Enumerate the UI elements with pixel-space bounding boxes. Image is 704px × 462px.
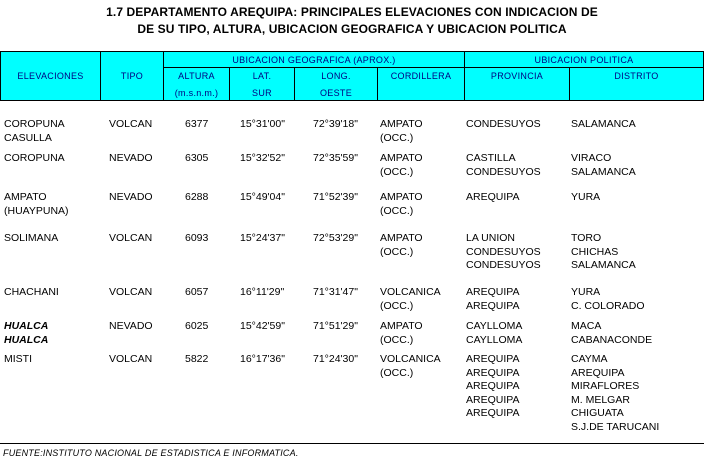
header-elevaciones-label: ELEVACIONES	[17, 71, 84, 81]
cell-altura: 6025	[185, 320, 209, 332]
header-ubicacion-politica	[464, 51, 704, 68]
cell-tipo: VOLCAN	[109, 353, 153, 365]
cell-long: 72°35'59"	[313, 152, 358, 164]
cell-tipo: VOLCAN	[109, 286, 153, 298]
title-line-1: 1.7 DEPARTAMENTO AREQUIPA: PRINCIPALES ELEVACIONES CON INDICACION DE	[106, 5, 598, 19]
cell-elevacion: COROPUNA	[4, 152, 65, 164]
cell-elevacion: AMPATO (HUAYPUNA)	[4, 191, 69, 217]
header-tipo	[100, 51, 164, 101]
cell-long: 72°53'29"	[313, 232, 358, 244]
header-long-label: LONG.	[321, 71, 351, 81]
cell-long: 71°52'39"	[313, 191, 358, 203]
cell-altura: 6288	[185, 191, 209, 203]
cell-cordillera: AMPATO (OCC.)	[380, 152, 423, 178]
cell-elevacion: CHACHANI	[4, 286, 59, 298]
cell-elevacion: HUALCA HUALCA	[4, 320, 49, 346]
header-provincia-label: PROVINCIA	[490, 71, 544, 81]
cell-tipo: VOLCAN	[109, 118, 153, 130]
header-elevaciones	[0, 51, 101, 101]
cell-lat: 15°32'52"	[240, 152, 285, 164]
header-lat-label: LAT.	[252, 71, 272, 81]
cell-cordillera: VOLCANICA (OCC.)	[380, 353, 441, 379]
header-cordillera	[377, 67, 465, 101]
cell-provincia: AREQUIPA AREQUIPA AREQUIPA AREQUIPA AREQUIPA	[466, 353, 520, 419]
cell-cordillera: AMPATO (OCC.)	[380, 191, 423, 217]
cell-distrito: TORO CHICHAS SALAMANCA	[571, 232, 636, 271]
footer-rule	[0, 443, 704, 444]
header-lat	[229, 67, 295, 101]
header-long	[294, 67, 378, 101]
cell-long: 71°24'30"	[313, 353, 358, 365]
cell-provincia: CASTILLA CONDESUYOS	[466, 152, 541, 178]
header-distrito	[569, 67, 704, 101]
cell-distrito: MACA CABANACONDE	[571, 320, 653, 346]
header-altura	[163, 67, 230, 101]
cell-long: 72°39'18"	[313, 118, 358, 130]
header-cordillera-label: CORDILLERA	[390, 71, 452, 81]
cell-cordillera: VOLCANICA (OCC.)	[380, 286, 441, 312]
cell-distrito: VIRACO SALAMANCA	[571, 152, 636, 178]
cell-lat: 15°42'59"	[240, 320, 285, 332]
cell-provincia: CAYLLOMA CAYLLOMA	[466, 320, 523, 346]
cell-cordillera: AMPATO (OCC.)	[380, 118, 423, 144]
header-altura-label: ALTURA	[178, 71, 215, 81]
cell-tipo: NEVADO	[109, 152, 153, 164]
cell-lat: 16°17'36"	[240, 353, 285, 365]
title-line-2: DE SU TIPO, ALTURA, UBICACION GEOGRAFICA Y UBICACION POLITICA	[137, 22, 567, 36]
cell-tipo: VOLCAN	[109, 232, 153, 244]
cell-tipo: NEVADO	[109, 191, 153, 203]
cell-long: 71°51'29"	[313, 320, 358, 332]
header-ubicacion-geografica	[163, 51, 465, 68]
cell-elevacion: MISTI	[4, 353, 32, 365]
cell-lat: 15°24'37"	[240, 232, 285, 244]
cell-altura: 5822	[185, 353, 209, 365]
cell-distrito: CAYMA AREQUIPA MIRAFLORES M. MELGAR CHIGUATA S.J.DE TARUCANI	[571, 353, 660, 433]
cell-cordillera: AMPATO (OCC.)	[380, 320, 423, 346]
cell-cordillera: AMPATO (OCC.)	[380, 232, 423, 258]
header-ubicacion-geografica-label: UBICACION GEOGRAFICA (APROX.)	[232, 55, 396, 65]
header-altura-unit: (m.s.n.m.)	[174, 88, 219, 98]
cell-lat: 15°31'00"	[240, 118, 285, 130]
header-lat-sub: SUR	[252, 88, 272, 98]
cell-altura: 6057	[185, 286, 209, 298]
cell-elevacion: SOLIMANA	[4, 232, 59, 244]
cell-long: 71°31'47"	[313, 286, 358, 298]
cell-provincia: LA UNION CONDESUYOS CONDESUYOS	[466, 232, 541, 271]
header-distrito-label: DISTRITO	[614, 71, 659, 81]
cell-provincia: CONDESUYOS	[466, 118, 541, 130]
source-footnote: FUENTE:INSTITUTO NACIONAL DE ESTADISTICA E INFORMATICA.	[3, 448, 299, 458]
header-ubicacion-politica-label: UBICACION POLITICA	[534, 55, 634, 65]
cell-distrito: YURA	[571, 191, 601, 203]
cell-elevacion: COROPUNA CASULLA	[4, 118, 65, 144]
header-provincia	[464, 67, 570, 101]
cell-distrito: SALAMANCA	[571, 118, 636, 130]
cell-tipo: NEVADO	[109, 320, 153, 332]
cell-lat: 16°11'29"	[240, 286, 285, 298]
header-long-sub: OESTE	[319, 88, 352, 98]
cell-distrito: YURA C. COLORADO	[571, 286, 645, 312]
cell-altura: 6377	[185, 118, 209, 130]
cell-lat: 15°49'04"	[240, 191, 285, 203]
cell-provincia: AREQUIPA	[466, 191, 520, 203]
header-tipo-label: TIPO	[120, 71, 144, 81]
cell-altura: 6093	[185, 232, 209, 244]
cell-provincia: AREQUIPA AREQUIPA	[466, 286, 520, 312]
cell-altura: 6305	[185, 152, 209, 164]
